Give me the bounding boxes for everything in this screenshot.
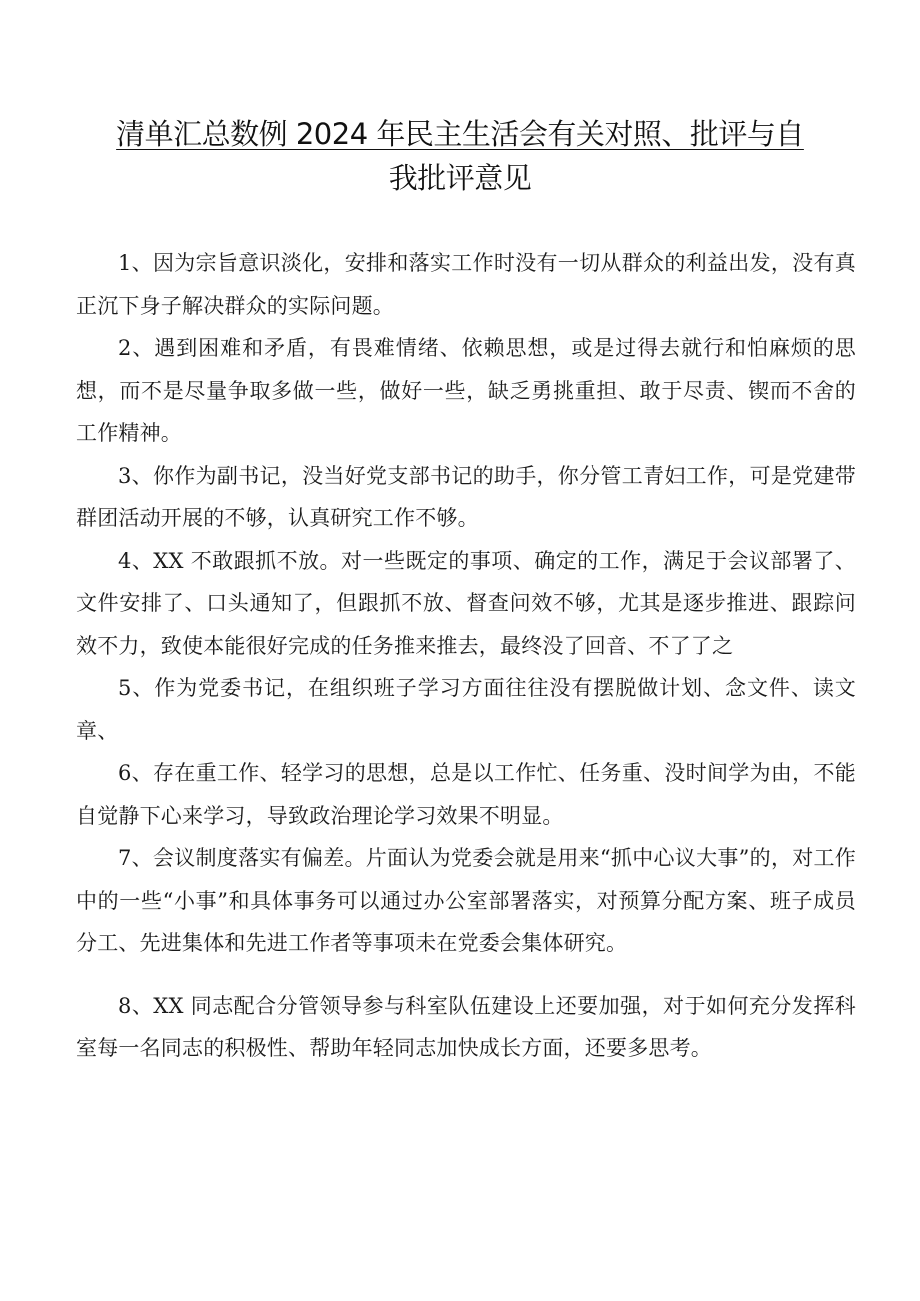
paragraph-item-3: 3、你作为副书记，没当好党支部书记的助手，你分管工青妇工作，可是党建带群团活动开展的不够，认真研究工作不够。 xyxy=(76,463,856,530)
document-title-line-1: 清单汇总数例 2024 年民主生活会有关对照、批评与自 xyxy=(116,117,804,151)
paragraph-item-5: 5、作为党委书记，在组织班子学习方面往往没有摆脱做计划、念文件、读文章、 xyxy=(76,676,856,743)
paragraph-item-7: 7、会议制度落实有偏差。片面认为党委会就是用来“抓中心议大事”的，对工作中的一些“小事”和具体事务可以通过办公室部署落实，对预算分配方案、班子成员分工、先进集体和先进工作者等事项未在党委会集体研究。 xyxy=(76,846,856,955)
paragraph-item-1: 1、因为宗旨意识淡化，安排和落实工作时没有一切从群众的利益出发，没有真正沉下身子解决群众的实际问题。 xyxy=(76,251,856,318)
document-body xyxy=(76,242,856,1070)
document-title-line-2: 我批评意见 xyxy=(388,161,532,195)
paragraph-item-4: 4、XX 不敢跟抓不放。对一些既定的事项、确定的工作，满足于会议部署了、文件安排了、口头通知了，但跟抓不放、督查问效不够，尤其是逐步推进、跟踪问效不力，致使本能很好完成的任务推来推去，最终没了回音、不了了之 xyxy=(76,548,856,658)
paragraph-item-2: 2、遇到困难和矛盾，有畏难情绪、依赖思想，或是过得去就行和怕麻烦的思想，而不是尽量争取多做一些，做好一些，缺乏勇挑重担、敢于尽责、锲而不舍的工作精神。 xyxy=(76,336,856,445)
paragraph-item-6: 6、存在重工作、轻学习的思想，总是以工作忙、任务重、没时间学为由，不能自觉静下心来学习，导致政治理论学习效果不明显。 xyxy=(76,761,856,828)
paragraph-item-8: 8、XX 同志配合分管领导参与科室队伍建设上还要加强，对于如何充分发挥科室每一名同志的积极性、帮助年轻同志加快成长方面，还要多思考。 xyxy=(76,993,856,1060)
